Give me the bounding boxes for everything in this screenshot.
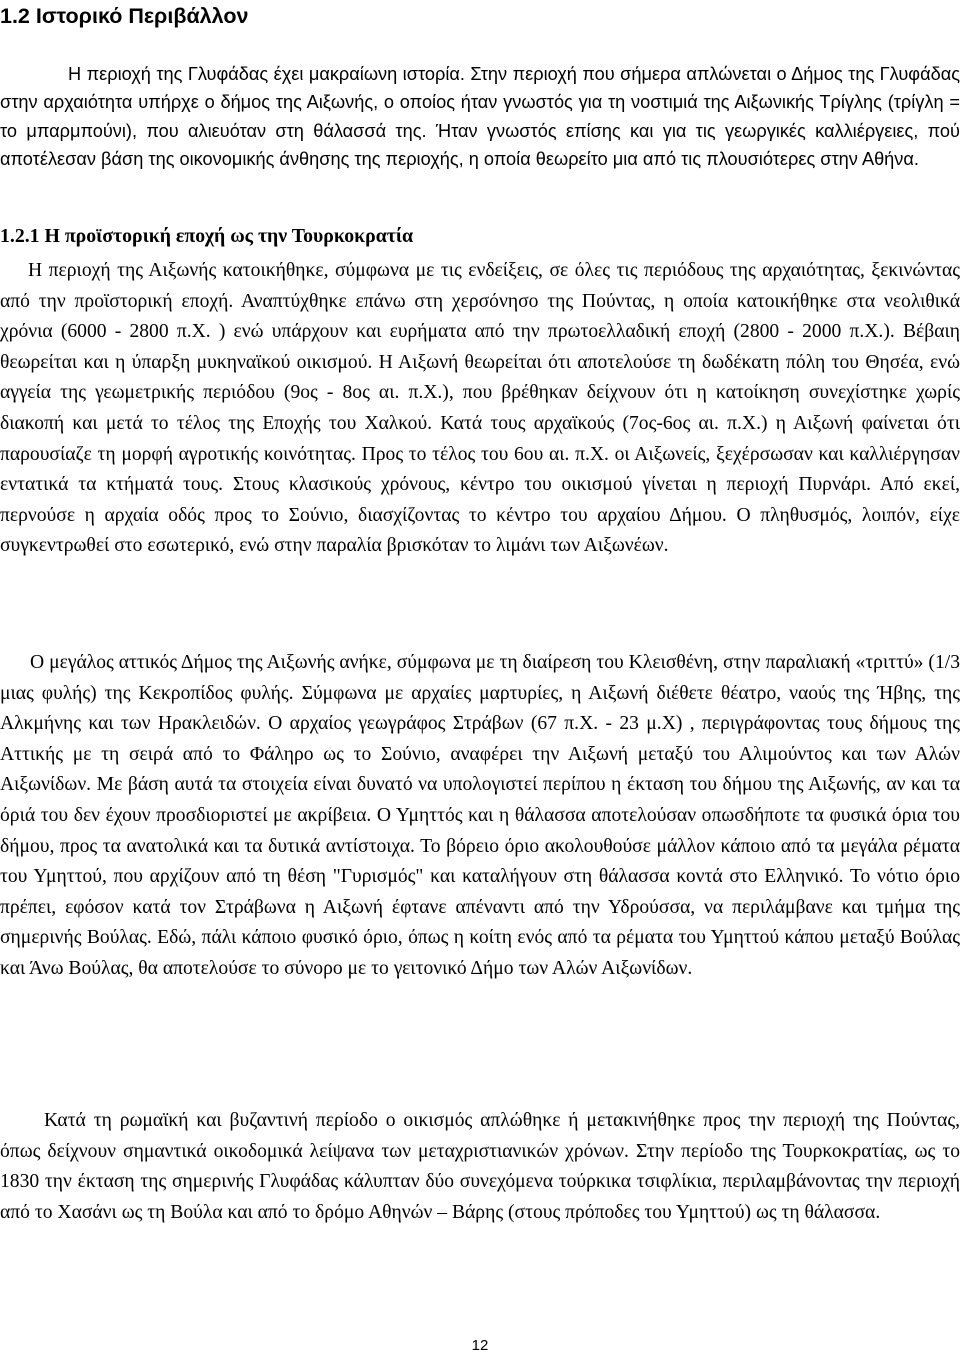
- page-number: 12: [471, 1337, 489, 1354]
- subsection-heading: 1.2.1 Η προϊστορική εποχή ως την Τουρκοκρατία: [0, 225, 414, 247]
- body-paragraph-roman-ottoman: Κατά τη ρωμαϊκή και βυζαντινή περίοδο ο οικισμός απλώθηκε ή μετακινήθηκε προς την περιοχή της Πούντας, όπως δείχνουν σημαντικά οικοδομικά λείψανα των μεταχριστιανικών χρόνων. Στην περίοδο της Τουρκοκρατίας, ως το 1830 την έκταση της σημερινής Γλυφάδας κάλυπταν δύο συνεχόμενα τούρκικα τσιφλίκια, περιλαμβάνοντας την περιοχή από το Χασάνι ως τη Βούλα και από το δρόμο Αθηνών – Βάρης (στους πρόποδες του Υμηττού) ως τη θάλασσα.: [0, 1110, 960, 1223]
- section-heading: 1.2 Ιστορικό Περιβάλλον: [0, 4, 249, 28]
- body-paragraph-prehistory: Η περιοχή της Αιξωνής κατοικήθηκε, σύμφωνα με τις ενδείξεις, σε όλες τις περιόδους της αρχαιότητας, ξεκινώντας από την προϊστορική εποχή. Αναπτύχθηκε επάνω στη χερσόνησο της Πούντας, η οποία κατοικήθηκε στα νεολιθικά χρόνια (6000 - 2800 π.Χ. ) ενώ υπάρχουν και ευρήματα από την πρωτοελλαδική εποχή (2800 - 2000 π.Χ.). Βέβαιη θεωρείται και η ύπαρξη μυκηναϊκού οικισμού. Η Αιξωνή θεωρείται ότι αποτελούσε τη δωδέκατη πόλη του Θησέα, ενώ αγγεία της γεωμετρικής περιόδου (9ος - 8ος αι. π.Χ.), που βρέθηκαν δείχνουν ότι η κατοίκηση συνεχίστηκε χωρίς διακοπή και μετά το τέλος της Εποχής του Χαλκού. Κατά τους αρχαϊκούς (7ος-6ος αι. π.Χ.) η Αιξωνή φαίνεται ότι παρουσίαζε τη μορφή αγροτικής κοινότητας. Προς το τέλος του 6ου αι. π.Χ. οι Αιξωνείς, ξεχέρσωσαν και καλλιέργησαν εντατικά τα κτήματά τους. Στους κλασικούς χρόνους, κέντρο του οικισμού γίνεται η περιοχή Πυρνάρι. Από εκεί, περνούσε η αρχαία οδός προς το Σούνιο, διασχίζοντας το κέντρο του αρχαίου Δήμου. Ο πληθυσμός, λοιπόν, είχε συγκεντρωθεί στο εσωτερικό, ενώ στην παραλία βρισκόταν το λιμάνι των Αιξωνέων.: [0, 260, 960, 557]
- body-paragraph-aixone-deme: Ο μεγάλος αττικός Δήμος της Αιξωνής ανήκε, σύμφωνα με τη διαίρεση του Κλεισθένη, στην παραλιακή «τριττύ» (1/3 μιας φυλής) της Κεκροπίδος φυλής. Σύμφωνα με αρχαίες μαρτυρίες, η Αιξωνή διέθετε θέατρο, ναούς της Ήβης, της Αλκμήνης και των Ηρακλειδών. Ο αρχαίος γεωγράφος Στράβων (67 π.Χ. - 23 μ.Χ) , περιγράφοντας τους δήμους της Αττικής με τη σειρά από το Φάληρο ως το Σούνιο, αναφέρει την Αιξωνή μεταξύ του Αλιμούντος και των Αλών Αιξωνίδων. Με βάση αυτά τα στοιχεία είναι δυνατό να υπολογιστεί περίπου η έκταση του δήμου της Αιξωνής, αν και τα όριά του δεν έχουν προσδιοριστεί με ακρίβεια. Ο Υμηττός και η θάλασσα αποτελούσαν οπωσδήποτε τα φυσικά όρια του δήμου, προς τα ανατολικά και τα δυτικά αντίστοιχα. Το βόρειο όριο ακολουθούσε μάλλον κάποιο από τα μεγάλα ρέματα του Υμηττού, που αρχίζουν από τη θέση "Γυρισμός" και καταλήγουν στη θάλασσα κοντά στο Ελληνικό. Το νότιο όριο πρέπει, εφόσον κατά τον Στράβωνα η Αιξωνή έφτανε απέναντι από την Υδρούσσα, να περιλάμβανε και τμήμα της σημερινής Βούλας. Εδώ, πάλι κάποιο φυσικό όριο, όπως η κοίτη ενός από τα ρέματα του Υμηττού κάπου μεταξύ Βούλας και Άνω Βούλας, θα αποτελούσε το σύνορο με το γειτονικό Δήμο των Αλών Αιξωνίδων.: [0, 652, 960, 979]
- intro-paragraph: Η περιοχή της Γλυφάδας έχει μακραίωνη ιστορία. Στην περιοχή που σήμερα απλώνεται ο Δήμος της Γλυφάδας στην αρχαιότητα υπήρχε ο δήμος της Αιξωνής, ο οποίος ήταν γνωστός για τη νοστιμιά της Αιξωνικής Τρίγλης (τρίγλη = το μπαρμπούνι), που αλιευόταν στη θάλασσά της. Ήταν γνωστός επίσης και για τις γεωργικές καλλιέργειες, πού αποτέλεσαν βάση της οικονομικής άνθησης της περιοχής, η οποία θεωρείτο μια από τις πλουσιότερες στην Αθήνα.: [0, 64, 960, 170]
